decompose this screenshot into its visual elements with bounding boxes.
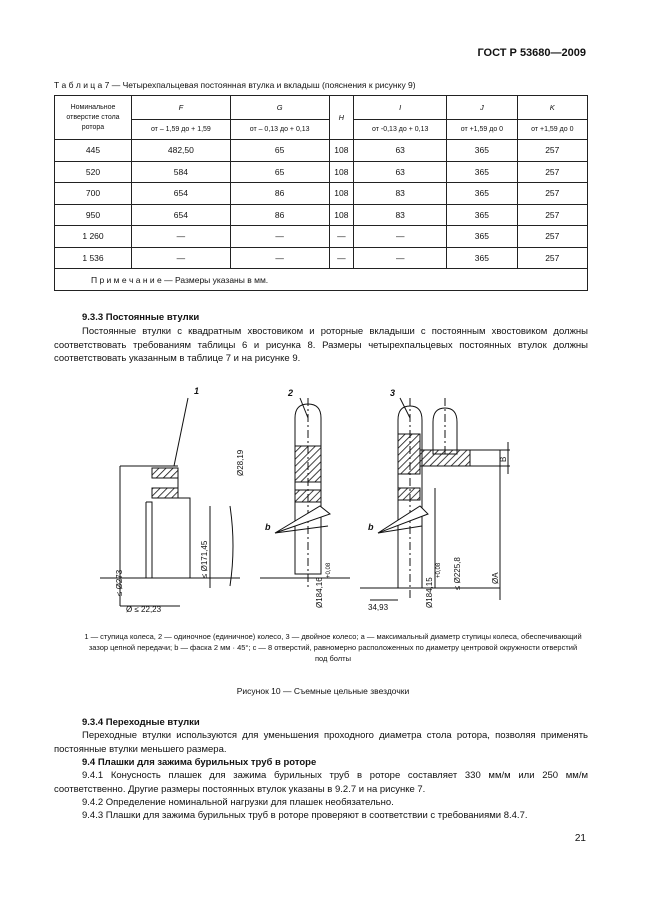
table-row [55, 247, 588, 269]
section-933-text: Постоянные втулки с квадратным хвостовиком и роторные вкладыши с постоянным хвостовиком должны соответствовать требованиям таблицы 6 и рисунка 8. Размеры четырехпальцевых постоянных втулок должны соответствовать указанным в таблице 7 и на рисунке 9. [54, 326, 588, 364]
section-934-text: Переходные втулки используются для уменьшения проходного диаметра стола ротора, позволяя применять постоянные втулки меньшего размера. [54, 730, 588, 755]
table-cell: 654 [132, 204, 231, 226]
col-tolerance: от +1,59 до 0 [447, 120, 517, 140]
page-number: 21 [574, 833, 586, 844]
dim-a: ØA [491, 572, 500, 584]
table-cell: 108 [329, 161, 354, 183]
table-row [55, 140, 588, 162]
table-note: П р и м е ч а н и е — Размеры указаны в мм. [55, 269, 588, 291]
table-cell: 257 [517, 226, 587, 248]
table-cell: 257 [517, 161, 587, 183]
dim-171: ≤ Ø171,45 [200, 540, 209, 578]
section-933-title: 9.3.3 Постоянные втулки [82, 312, 200, 323]
table-cell: — [132, 247, 231, 269]
table-row [55, 161, 588, 183]
dim-184b: Ø184,15 [425, 577, 434, 608]
table-cell: 257 [517, 204, 587, 226]
figure-legend: 1 — ступица колеса, 2 — одиночное (единичное) колесо, 3 — двойное колесо; a — максимальный диаметр ступицы колеса, обеспечивающий зазор цепной передачи; b — фаска 2 мм · 45°; c — 8 отверстий, равномерно расположенных по диаметру центровой окружности отверстий под болты [84, 632, 582, 663]
figure-sprockets [100, 378, 540, 628]
label-2: 2 [288, 388, 294, 398]
table-row [55, 226, 588, 248]
table-cell: 520 [55, 161, 132, 183]
col-letter: I [354, 96, 447, 120]
table-cell: 63 [354, 161, 447, 183]
para-942: 9.4.2 Определение номинальной нагрузки для плашек необязательно. [82, 797, 394, 808]
col-tolerance: от +1,59 до 0 [517, 120, 587, 140]
table-cell: 365 [447, 183, 517, 205]
dim-28: Ø28,19 [236, 449, 245, 476]
table-row [55, 204, 588, 226]
table-cell: 584 [132, 161, 231, 183]
label-b: b [265, 522, 271, 532]
dim-273: ≤ Ø273 [115, 569, 124, 596]
table-cell: — [354, 247, 447, 269]
table-cell: — [354, 226, 447, 248]
table-cell: 1 260 [55, 226, 132, 248]
table-cell: 108 [329, 140, 354, 162]
table-cell: — [132, 226, 231, 248]
para-943: 9.4.3 Плашки для зажима бурильных труб в роторе проверяют в соответствии с требованиями 8.4.7. [82, 810, 528, 821]
table-cell: 257 [517, 140, 587, 162]
table-cell: — [230, 226, 329, 248]
table-cell: 83 [354, 204, 447, 226]
dim-b: B [499, 456, 508, 462]
table-cell: 108 [329, 183, 354, 205]
table-cell: — [329, 226, 354, 248]
section-934-title: 9.3.4 Переходные втулки [82, 717, 200, 728]
table-cell: 365 [447, 161, 517, 183]
table-cell: — [329, 247, 354, 269]
header-bore: Номинальное отверстие стола ротора [55, 96, 132, 140]
label-1: 1 [194, 386, 200, 396]
col-tolerance: от -0,13 до + 0,13 [354, 120, 447, 140]
label-3: 3 [390, 388, 396, 398]
table-cell: 365 [447, 204, 517, 226]
tol-184a: +0,08 [326, 562, 332, 578]
dim-184a: Ø184,16 [315, 577, 324, 608]
tol-184b: +0,08 [436, 562, 442, 578]
figure-caption: Рисунок 10 — Съемные цельные звездочки [236, 686, 410, 696]
col-letter: F [132, 96, 231, 120]
section-94-title: 9.4 Плашки для зажима бурильных труб в роторе [82, 757, 317, 768]
table-cell: 654 [132, 183, 231, 205]
col-letter: H [329, 96, 354, 140]
table-cell: — [230, 247, 329, 269]
table-cell: 65 [230, 140, 329, 162]
dim-225: ≤ Ø225,8 [453, 557, 462, 590]
table-row [55, 183, 588, 205]
table-7 [54, 95, 588, 291]
table-cell: 700 [55, 183, 132, 205]
dim-34: 34,93 [368, 603, 389, 612]
col-tolerance: от – 0,13 до + 0,13 [230, 120, 329, 140]
table-caption: Т а б л и ц а 7 — Четырехпальцевая постоянная втулка и вкладыш (пояснения к рисунку 9) [54, 80, 416, 90]
table-cell: 445 [55, 140, 132, 162]
dim-22: Ø ≤ 22,23 [126, 605, 162, 614]
table-cell: 365 [447, 140, 517, 162]
table-cell: 1 536 [55, 247, 132, 269]
table-cell: 257 [517, 247, 587, 269]
table-cell: 86 [230, 204, 329, 226]
table-cell: 365 [447, 247, 517, 269]
table-cell: 950 [55, 204, 132, 226]
table-cell: 86 [230, 183, 329, 205]
table-cell: 482,50 [132, 140, 231, 162]
table-cell: 83 [354, 183, 447, 205]
label-b: b [368, 522, 374, 532]
table-cell: 63 [354, 140, 447, 162]
document-header: ГОСТ Р 53680—2009 [477, 47, 586, 59]
col-tolerance: от – 1,59 до + 1,59 [132, 120, 231, 140]
para-941: 9.4.1 Конусность плашек для зажима бурильных труб в роторе составляет 330 мм/м или 250 мм/м соответственно. Другие размеры постоянных втулок указаны в 9.2.7 и на рисунке 7. [54, 770, 588, 795]
table-cell: 65 [230, 161, 329, 183]
col-letter: G [230, 96, 329, 120]
table-cell: 365 [447, 226, 517, 248]
col-letter: K [517, 96, 587, 120]
col-letter: J [447, 96, 517, 120]
table-cell: 108 [329, 204, 354, 226]
table-cell: 257 [517, 183, 587, 205]
